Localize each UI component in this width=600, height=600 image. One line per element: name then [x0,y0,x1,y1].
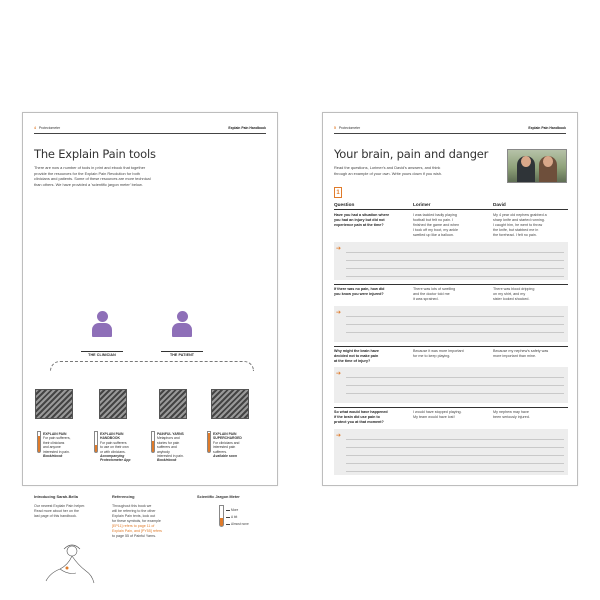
meter-label-a-bit: A bit [226,515,237,519]
sarah-bella-sketch [42,541,96,587]
intro-sarah-text: Our newest Explain Pain helper. Read more about her on the last page of this handbook. [34,504,86,518]
referencing-heading: Referencing [112,494,135,499]
intro-text: Read the questions, Lorimer's and David's answers, and think through an example of your own. Write yours down if you wish. [334,165,443,176]
left-page [22,112,278,538]
tool-supercharged: EXPLAIN PAIN SUPERCHARGED For clinicians and interested pain sufferers. Available soon [213,432,242,459]
handbook-cover [99,389,127,419]
column-header-david: David [493,202,506,207]
jargon-meter-tube-icon [207,431,211,453]
jargon-meter-tube-icon [94,431,98,453]
figures-bracket [50,361,254,371]
page-header [34,126,266,134]
column-header-question: Question [334,202,355,207]
jargon-meter-tube-icon [151,431,155,453]
page-title: The Explain Pain tools [34,147,156,161]
painful-yarns-cover [159,389,187,419]
right-page [322,112,578,486]
numbered-tab-icon: 1 [334,187,342,198]
lorimer-answer: I was tackled badly playing football but felt no pain. I finished the game and when I took off my boot, my ankle swelled up like a balloon. [413,213,460,237]
section-name: Protectometer [38,126,61,130]
arrow-icon: ➔ [336,433,342,439]
tool-painful-yarns: PAINFUL YARNS Metaphors and stories for pain sufferers and anybody interested in pain. Book/ebook [157,432,184,463]
write-your-answer-box[interactable] [334,242,568,280]
arrow-icon: ➔ [336,371,342,377]
jargon-meter-heading: Scientific Jargon Meter [197,494,240,499]
write-your-answer-box[interactable] [334,367,568,403]
jargon-meter-tube-icon [37,431,41,453]
patient-figure-icon [171,311,193,337]
question-cell: Why might the brain have decided not to make pain at the time of injury? [334,349,379,363]
question-cell: So what would have happened if the brain did use pain to protect you at that moment? [334,410,388,424]
book-title: Explain Pain Handbook [228,126,266,130]
write-your-answer-box[interactable] [334,429,568,475]
david-answer: Because my nephew's safety was more important than mine. [493,349,549,358]
page-number: 4 [34,126,36,130]
referencing-text: Throughout this book we will be referring to the other Explain Pain texts, look out for these symbols, for example [EP11] refers to page 11 of Explain Pain, and [PY55] refers to page 55 of Painful Yarns. [112,504,162,538]
arrow-icon: ➔ [336,246,342,252]
lorimer-answer: Because it was more important for me to keep playing. [413,349,464,358]
jargon-meter-icon [219,505,224,527]
tool-explain-pain: EXPLAIN PAIN For pain sufferers, their clinicians and anyone interested in pain. Book/ebook [43,432,71,459]
supercharged-cover [211,389,249,419]
question-cell: Have you had a situation where you had an injury but did not experience pain at the time? [334,213,390,227]
clinician-figure-icon [91,311,113,337]
meter-label-almost-none: Almost none [226,522,249,526]
book-title: Explain Pain Handbook [528,126,566,130]
david-answer: There was blood dripping on my shirt, and my sister looked shocked. [493,287,535,301]
tool-handbook: EXPLAIN PAIN HANDBOOK For pain sufferers to use on their own or with clinicians. Accompanying Protectometer App [100,432,131,463]
page-header [334,126,566,134]
section-name: Protectometer [338,126,361,130]
lorimer-answer: I would have stopped playing. My team would have lost! [413,410,462,419]
page-title: Your brain, pain and danger [334,147,489,161]
intro-text: There are now a number of tools in print and ebook that together provide the resources for the Explain Pain Revolution for both clinicians and patients. Some of these resources are more technical than others. We have provided a 'scientific jargon meter' below. [34,165,151,187]
explain-pain-cover [35,389,73,419]
arrow-icon: ➔ [336,310,342,316]
authors-photo [507,149,567,183]
david-answer: My nephew may have been seriously injured. [493,410,530,419]
clinician-label: THE CLINICIAN [88,353,116,357]
lorimer-answer: There was lots of swelling and the doctor told me it was sprained. [413,287,456,301]
column-header-lorimer: Lorimer [413,202,431,207]
page-number: 5 [334,126,336,130]
question-cell: If there was no pain, how did you know you were injured? [334,287,385,296]
write-your-answer-box[interactable] [334,306,568,342]
meter-label-more: More [226,508,238,512]
intro-sarah-heading: Introducing Sarah-Bella [34,494,78,499]
patient-label: THE PATIENT [169,353,195,357]
david-answer: My 4 year old nephew grabbed a sharp knife and started running. I caught him, he went to throw the knife, but stabbed me in the forehead. I felt no pain. [493,213,547,237]
